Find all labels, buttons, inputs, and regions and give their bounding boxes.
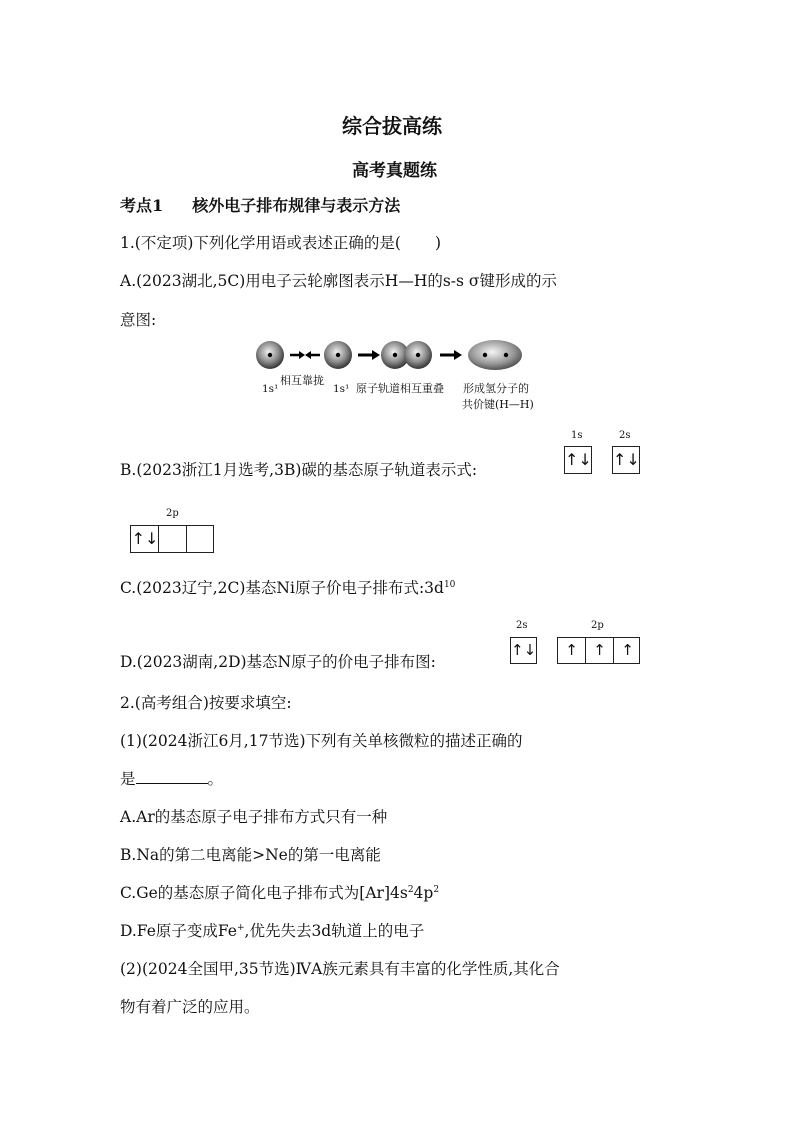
overlapping-atoms <box>381 341 432 369</box>
fig-label-bond-2: 共价键(H—H) <box>462 398 534 411</box>
q2-option-c: C.Ge的基态原子简化电子排布式为$[Ar]4s^24p^2$ <box>120 884 440 902</box>
orbital-box-2p-d <box>557 637 640 664</box>
q2-part2-line1: (2)(2024全国甲,35节选)ⅣA族元素具有丰富的化学性质,其化合 <box>120 960 560 978</box>
q2-option-b: B.Na的第二电离能>Ne的第一电离能 <box>120 846 381 864</box>
q1-option-d: D.(2023湖南,2D)基态N原子的价电子排布图: <box>120 653 436 671</box>
arrow-right-icon <box>358 350 380 360</box>
answer-blank[interactable] <box>136 768 208 784</box>
orbital-box-2s <box>612 446 640 474</box>
fig-label-overlap: 原子轨道相互重叠 <box>356 382 444 395</box>
paired-electrons-icon: ↑↓ <box>131 529 159 548</box>
arrow-right-icon <box>290 351 305 359</box>
q2-option-d: D.Fe原子变成Fe+,优先失去3d轨道上的电子 <box>120 922 425 940</box>
page-subtitle: 高考真题练 <box>352 161 437 181</box>
fig-label-close: 相互靠拢 <box>280 374 324 387</box>
up-electron-icon: ↑ <box>565 641 578 659</box>
orbital-label-2s: 2s <box>619 430 631 441</box>
section-prefix: 考点1 <box>120 196 164 215</box>
paired-electrons-icon: ↑↓ <box>511 641 537 659</box>
q2-part1-line1: (1)(2024浙江6月,17节选)下列有关单核微粒的描述正确的 <box>120 732 523 750</box>
fig-label-bond-1: 形成氢分子的 <box>463 382 529 395</box>
orbital-label-2s-d: 2s <box>516 620 528 631</box>
section-text: 核外电子排布规律与表示方法 <box>192 196 401 215</box>
up-electron-icon: ↑ <box>593 641 606 659</box>
atom-right <box>324 341 352 369</box>
orbital-box-2s-d <box>510 637 537 664</box>
orbital-box-2p <box>130 525 214 553</box>
arrow-left-icon <box>305 351 320 359</box>
orbital-label-2p-d: 2p <box>591 620 604 631</box>
q1-stem: 1.(不定项)下列化学用语或表述正确的是( ) <box>120 234 441 252</box>
hydrogen-molecule <box>468 340 522 370</box>
paired-electrons-icon: ↑↓ <box>613 450 640 469</box>
q1-option-a-line2: 意图: <box>120 311 157 329</box>
atom-left <box>256 341 284 369</box>
q1-option-c: C.(2023辽宁,2C)基态Ni原子价电子排布式$:3d^{10}$ <box>120 579 456 597</box>
q2-option-a: A.Ar的基态原子电子排布方式只有一种 <box>120 808 388 826</box>
page-title: 综合拔高练 <box>342 114 442 138</box>
q2-part2-line2: 物有着广泛的应用。 <box>120 998 260 1016</box>
orbital-box-1s <box>564 446 592 474</box>
fig-label-1s-right: 1s¹ <box>333 383 350 395</box>
q2-stem: 2.(高考组合)按要求填空: <box>120 694 292 712</box>
q2-part1-line2: 是 。 <box>120 770 224 788</box>
orbital-label-2p: 2p <box>166 508 179 519</box>
section-heading <box>120 193 400 216</box>
up-electron-icon: ↑ <box>621 641 634 659</box>
paired-electrons-icon: ↑↓ <box>565 450 592 469</box>
fig-label-1s-left: 1s¹ <box>262 383 279 395</box>
arrow-right-icon <box>440 350 462 360</box>
q1-option-a-line1: A.(2023湖北,5C)用电子云轮廓图表示H—H的s-s σ键形成的示 <box>120 272 557 290</box>
orbital-label-1s: 1s <box>571 430 583 441</box>
q1-option-b: B.(2023浙江1月选考,3B)碳的基态原子轨道表示式: <box>120 461 478 479</box>
